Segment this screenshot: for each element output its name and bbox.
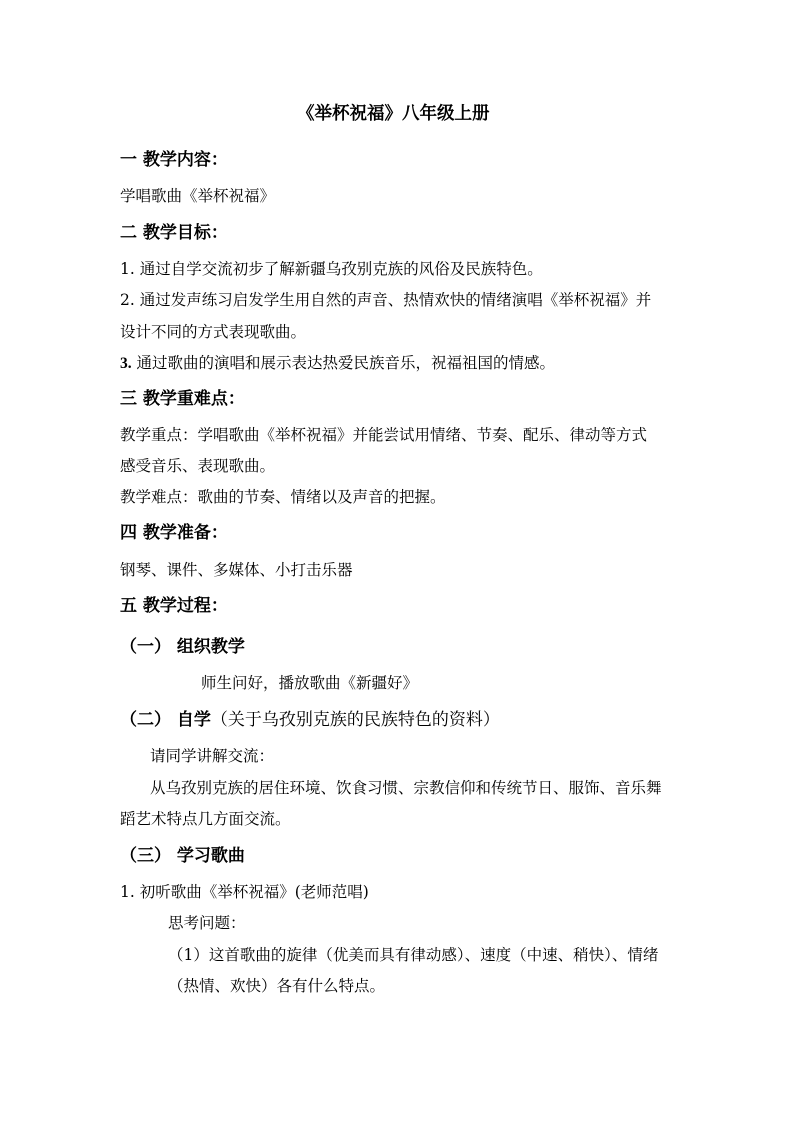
document-title: 《举杯祝福》八年级上册 bbox=[297, 104, 490, 124]
step-2-line-2: 从乌孜别克族的居住环境、饮食习惯、宗教信仰和传统节日、服饰、音乐舞 bbox=[150, 779, 662, 797]
section-heading-goals: 二 教学目标： bbox=[120, 223, 228, 243]
step-2-line-1: 请同学讲解交流： bbox=[150, 747, 275, 765]
key-point-line-1: 教学重点：学唱歌曲《举杯祝福》并能尝试用情绪、节奏、配乐、律动等方式 bbox=[120, 426, 648, 444]
step-2-line-3: 蹈艺术特点几方面交流。 bbox=[120, 810, 291, 828]
step-3-item-1: 1. 初听歌曲《举杯祝福》(老师范唱) bbox=[120, 883, 369, 901]
question-1-line-2: （热情、欢快）各有什么特点。 bbox=[168, 977, 386, 995]
section-heading-process: 五 教学过程： bbox=[120, 596, 228, 616]
section-heading-key-points: 三 教学重难点： bbox=[120, 389, 245, 409]
step-2-heading-note: （关于乌孜别克族的民族特色的资料） bbox=[210, 710, 500, 730]
goal-3 bbox=[120, 353, 555, 374]
section-heading-content: 一 教学内容： bbox=[120, 150, 228, 170]
section-heading-preparation: 四 教学准备： bbox=[120, 523, 228, 543]
step-1-heading: （一） 组织教学 bbox=[120, 637, 245, 657]
section-content-text: 学唱歌曲《举杯祝福》 bbox=[120, 187, 276, 205]
goal-3-text: 通过歌曲的演唱和展示表达热爱民族音乐，祝福祖国的情感。 bbox=[131, 354, 556, 372]
goal-2-line-2: 设计不同的方式表现歌曲。 bbox=[120, 323, 307, 341]
goal-3-number: 3. bbox=[120, 355, 132, 372]
step-3-heading: （三） 学习歌曲 bbox=[120, 846, 245, 866]
question-1-line-1: （1）这首歌曲的旋律（优美而具有律动感）、速度（中速、稍快）、情绪 bbox=[168, 946, 659, 964]
step-3-think: 思考问题： bbox=[168, 914, 246, 932]
step-2-heading-bold: （二） 自学 bbox=[120, 710, 211, 730]
key-point-line-2: 感受音乐、表现歌曲。 bbox=[120, 457, 276, 475]
goal-2-line-1: 2. 通过发声练习启发学生用自然的声音、热情欢快的情绪演唱《举杯祝福》并 bbox=[120, 291, 652, 309]
step-2-heading bbox=[120, 710, 500, 730]
goal-1: 1. 通过自学交流初步了解新疆乌孜别克族的风俗及民族特色。 bbox=[120, 260, 543, 278]
preparation-text: 钢琴、课件、多媒体、小打击乐器 bbox=[120, 561, 353, 579]
difficulty-point: 教学难点：歌曲的节奏、情绪以及声音的把握。 bbox=[120, 488, 446, 506]
step-1-text: 师生问好，播放歌曲《新疆好》 bbox=[201, 674, 419, 692]
